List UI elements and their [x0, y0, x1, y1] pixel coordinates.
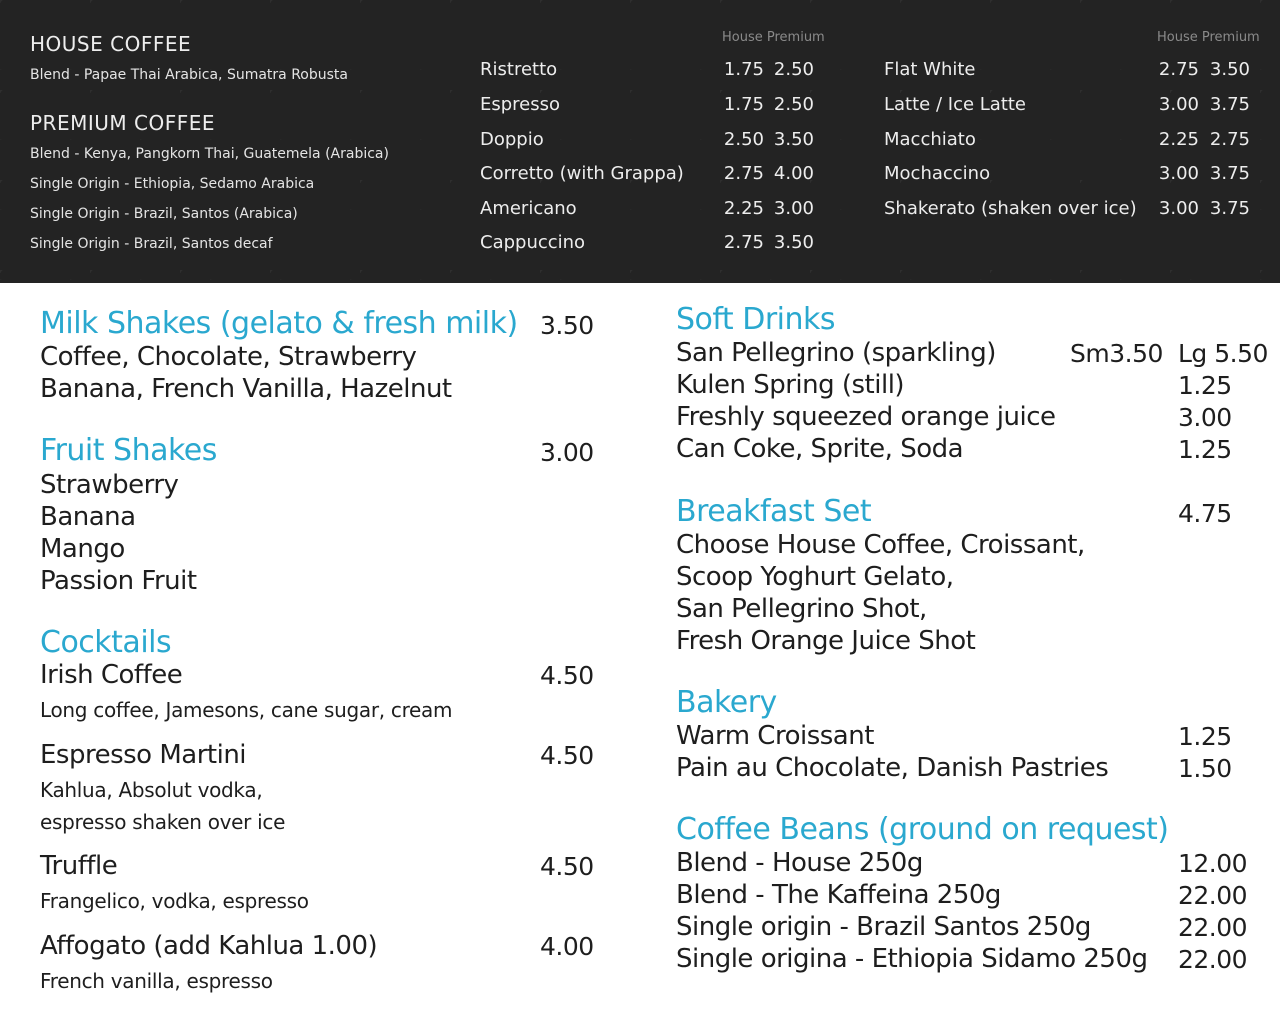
bakery-item-price: 1.25	[1178, 722, 1232, 751]
cocktail-price: 4.50	[540, 852, 594, 881]
cocktail-description: Long coffee, Jamesons, cane sugar, cream	[40, 698, 453, 722]
coffee-beans-item-price: 22.00	[1178, 945, 1248, 974]
coffee-beans-item-name: Single origina - Ethiopia Sidamo 250g	[676, 944, 1148, 974]
coffee-item-name: Corretto (with Grappa)	[480, 163, 684, 184]
fruit-shakes-price: 3.00	[540, 438, 594, 467]
house-coffee-blend: Blend - Papae Thai Arabica, Sumatra Robusta	[30, 67, 348, 83]
breakfast-set-title: Breakfast Set	[676, 494, 872, 529]
coffee-item-house-price: 2.75	[723, 163, 764, 184]
coffee-item-name: Shakerato (shaken over ice)	[884, 198, 1137, 219]
cocktail-price: 4.00	[540, 932, 594, 961]
breakfast-set-line: Scoop Yoghurt Gelato,	[676, 562, 954, 592]
coffee-item-premium-price: 2.50	[773, 94, 814, 115]
premium-coffee-line: Single Origin - Brazil, Santos decaf	[30, 236, 273, 252]
cocktail-description: Frangelico, vodka, espresso	[40, 889, 309, 913]
fruit-shakes-item: Mango	[40, 534, 125, 564]
cocktail-name: Irish Coffee	[40, 660, 183, 690]
soft-drink-name: San Pellegrino (sparkling)	[676, 338, 996, 368]
bakery-title: Bakery	[676, 685, 777, 720]
coffee-beans-title: Coffee Beans (ground on request)	[676, 812, 1169, 847]
coffee-item-name: Ristretto	[480, 59, 558, 80]
coffee-item-house-price: 1.75	[723, 94, 764, 115]
coffee-item-name: Americano	[480, 198, 577, 219]
cocktail-description: French vanilla, espresso	[40, 969, 273, 993]
premium-coffee-title: PREMIUM COFFEE	[30, 111, 215, 135]
coffee-item-name: Cappuccino	[480, 232, 586, 253]
coffee-item-premium-price: 3.50	[773, 232, 814, 253]
coffee-item-house-price: 2.25	[1158, 129, 1199, 150]
column-label-house-premium: House Premium	[722, 30, 825, 45]
soft-drink-price: 1.25	[1178, 435, 1232, 464]
milk-shakes-price: 3.50	[540, 311, 594, 340]
cocktail-description: espresso shaken over ice	[40, 810, 286, 834]
premium-coffee-line: Blend - Kenya, Pangkorn Thai, Guatemela (Arabica)	[30, 146, 389, 162]
fruit-shakes-item: Passion Fruit	[40, 566, 197, 596]
coffee-item-house-price: 3.00	[1158, 163, 1199, 184]
cocktails-title: Cocktails	[40, 625, 172, 660]
breakfast-set-price: 4.75	[1178, 499, 1232, 528]
coffee-beans-item-name: Blend - The Kaffeina 250g	[676, 880, 1001, 910]
coffee-item-house-price: 2.75	[1158, 59, 1199, 80]
bakery-item-name: Warm Croissant	[676, 721, 874, 751]
coffee-item-premium-price: 3.75	[1209, 94, 1250, 115]
coffee-beans-item-price: 22.00	[1178, 913, 1248, 942]
house-coffee-title: HOUSE COFFEE	[30, 32, 192, 56]
coffee-item-house-price: 2.75	[723, 232, 764, 253]
cocktail-price: 4.50	[540, 661, 594, 690]
milk-shakes-flavours: Coffee, Chocolate, Strawberry	[40, 342, 417, 372]
fruit-shakes-item: Strawberry	[40, 470, 179, 500]
coffee-item-premium-price: 3.75	[1209, 163, 1250, 184]
coffee-menu-band	[0, 0, 1280, 283]
milk-shakes-flavours: Banana, French Vanilla, Hazelnut	[40, 374, 452, 404]
coffee-item-name: Mochaccino	[884, 163, 991, 184]
soft-drink-price: 3.00	[1178, 403, 1232, 432]
coffee-item-premium-price: 2.75	[1209, 129, 1250, 150]
coffee-item-name: Macchiato	[884, 129, 976, 150]
soft-drink-price: Lg 5.50	[1178, 339, 1268, 368]
soft-drink-price: 1.25	[1178, 371, 1232, 400]
premium-coffee-line: Single Origin - Ethiopia, Sedamo Arabica	[30, 176, 315, 192]
coffee-item-premium-price: 3.00	[773, 198, 814, 219]
breakfast-set-line: Choose House Coffee, Croissant,	[676, 530, 1085, 560]
coffee-item-name: Espresso	[480, 94, 561, 115]
coffee-item-house-price: 1.75	[723, 59, 764, 80]
milk-shakes-title: Milk Shakes (gelato & fresh milk)	[40, 306, 518, 341]
soft-drink-name: Kulen Spring (still)	[676, 370, 905, 400]
coffee-beans-item-name: Blend - House 250g	[676, 848, 923, 878]
breakfast-set-line: Fresh Orange Juice Shot	[676, 626, 976, 656]
column-label-house-premium: House Premium	[1157, 30, 1260, 45]
bakery-item-name: Pain au Chocolate, Danish Pastries	[676, 753, 1109, 783]
coffee-item-house-price: 2.50	[723, 129, 764, 150]
bakery-item-price: 1.50	[1178, 754, 1232, 783]
cocktail-price: 4.50	[540, 741, 594, 770]
coffee-item-name: Flat White	[884, 59, 976, 80]
fruit-shakes-title: Fruit Shakes	[40, 433, 217, 468]
coffee-item-premium-price: 3.50	[773, 129, 814, 150]
coffee-item-premium-price: 3.50	[1209, 59, 1250, 80]
coffee-item-house-price: 2.25	[723, 198, 764, 219]
coffee-item-premium-price: 3.75	[1209, 198, 1250, 219]
cocktail-name: Affogato (add Kahlua 1.00)	[40, 931, 378, 961]
coffee-beans-item-price: 12.00	[1178, 849, 1248, 878]
cocktail-description: Kahlua, Absolut vodka,	[40, 778, 263, 802]
coffee-item-premium-price: 4.00	[773, 163, 814, 184]
coffee-item-name: Latte / Ice Latte	[884, 94, 1027, 115]
coffee-beans-item-price: 22.00	[1178, 881, 1248, 910]
coffee-beans-item-name: Single origin - Brazil Santos 250g	[676, 912, 1091, 942]
coffee-item-house-price: 3.00	[1158, 94, 1199, 115]
soft-drinks-title: Soft Drinks	[676, 302, 836, 337]
coffee-item-house-price: 3.00	[1158, 198, 1199, 219]
coffee-item-name: Doppio	[480, 129, 544, 150]
cocktail-name: Espresso Martini	[40, 740, 247, 770]
soft-drink-name: Can Coke, Sprite, Soda	[676, 434, 964, 464]
fruit-shakes-item: Banana	[40, 502, 136, 532]
cocktail-name: Truffle	[40, 851, 118, 881]
soft-drink-small-price: Sm3.50	[1070, 339, 1163, 368]
soft-drink-name: Freshly squeezed orange juice	[676, 402, 1056, 432]
breakfast-set-line: San Pellegrino Shot,	[676, 594, 927, 624]
coffee-item-premium-price: 2.50	[773, 59, 814, 80]
premium-coffee-line: Single Origin - Brazil, Santos (Arabica)	[30, 206, 298, 222]
